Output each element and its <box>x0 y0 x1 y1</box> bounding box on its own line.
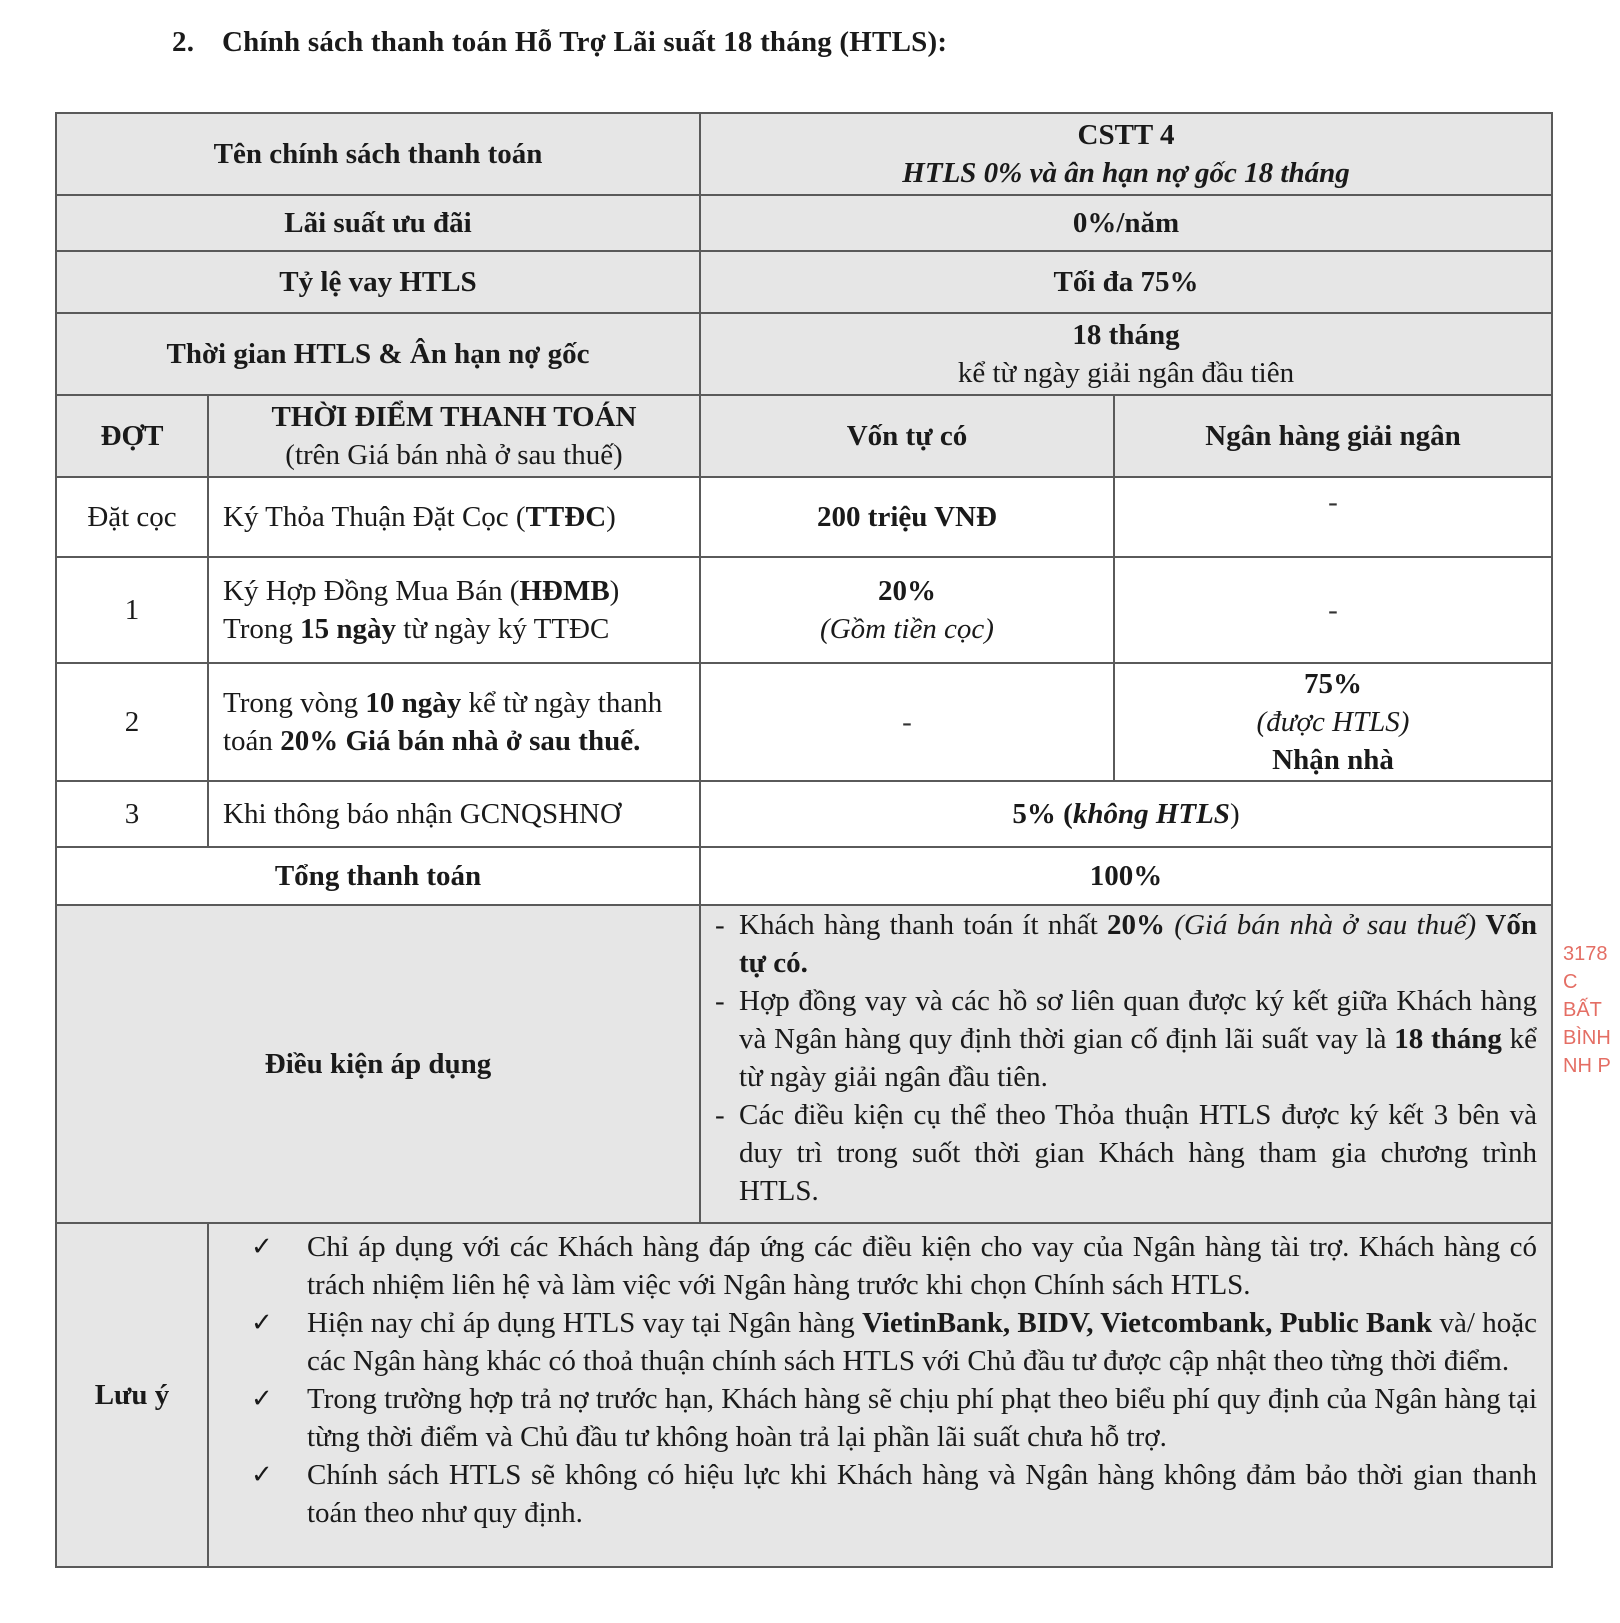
notes-list <box>209 1224 1551 1538</box>
own-capital-cell: 20% (Gồm tiền cọc) <box>700 557 1114 663</box>
rate-value: 0%/năm <box>700 195 1552 251</box>
conditions-cell <box>700 905 1552 1223</box>
note-item: ✓ Trong trường hợp trả nợ trước hạn, Khách hàng sẽ chịu phí phạt theo biểu phí quy định của Ngân hàng tại từng thời điểm và Chủ đầu tư không hoàn trả lại phần lãi suất chưa hỗ trợ. <box>251 1380 1537 1456</box>
notes-cell <box>208 1223 1552 1567</box>
col-header-bank: Ngân hàng giải ngân <box>1114 395 1552 477</box>
timing-cell: Khi thông báo nhận GCNQSHNƠ <box>208 781 700 847</box>
note-item: ✓ Hiện nay chỉ áp dụng HTLS vay tại Ngân hàng VietinBank, BIDV, Vietcombank, Public Bank và/ hoặc các Ngân hàng khác có thoả thuận chính sách HTLS với Chủ đầu tư được cập nhật theo từng thời điểm. <box>251 1304 1537 1380</box>
rate-label: Lãi suất ưu đãi <box>56 195 700 251</box>
timing-cell: Trong vòng 10 ngày kể từ ngày thanh toán 20% Giá bán nhà ở sau thuế. <box>208 663 700 781</box>
total-value: 100% <box>700 847 1552 905</box>
timing-cell: Ký Thỏa Thuận Đặt Cọc (TTĐC) <box>208 477 700 557</box>
own-capital-cell: 200 triệu VNĐ <box>700 477 1114 557</box>
phase-cell: 3 <box>56 781 208 847</box>
period-duration: 18 tháng <box>1072 319 1180 351</box>
conditions-list <box>701 906 1551 1216</box>
phase-cell: Đặt cọc <box>56 477 208 557</box>
total-row <box>56 847 1552 905</box>
period-note: kể từ ngày giải ngân đầu tiên <box>957 357 1295 389</box>
total-label: Tổng thanh toán <box>56 847 700 905</box>
loan-ratio-row <box>56 251 1552 313</box>
condition-item: - Hợp đồng vay và các hồ sơ liên quan được ký kết giữa Khách hàng và Ngân hàng quy định thời gian cố định lãi suất vay là 18 tháng kể từ ngày giải ngân đầu tiên. <box>715 982 1537 1096</box>
condition-item: - Khách hàng thanh toán ít nhất 20% (Giá bán nhà ở sau thuế) Vốn tự có. <box>715 906 1537 982</box>
payment-value-cell: 5% (không HTLS) <box>700 781 1552 847</box>
loan-ratio-label: Tỷ lệ vay HTLS <box>56 251 700 313</box>
note-item: ✓ Chỉ áp dụng với các Khách hàng đáp ứng các điều kiện cho vay của Ngân hàng tài trợ. Khách hàng có trách nhiệm liên hệ và làm việc với Ngân hàng trước khi chọn Chính sách HTLS. <box>251 1228 1537 1304</box>
loan-ratio-value: Tối đa 75% <box>700 251 1552 313</box>
bank-cell: - <box>1114 477 1552 557</box>
section-title: Chính sách thanh toán Hỗ Trợ Lãi suất 18 tháng (HTLS): <box>222 26 948 58</box>
note-item: ✓ Chính sách HTLS sẽ không có hiệu lực khi Khách hàng và Ngân hàng không đảm bảo thời gian thanh toán theo như quy định. <box>251 1456 1537 1532</box>
checkmark-icon: ✓ <box>251 1308 273 1338</box>
phase-cell: 2 <box>56 663 208 781</box>
table-row-3 <box>56 781 1552 847</box>
conditions-label: Điều kiện áp dụng <box>56 905 700 1223</box>
section-number: 2. <box>172 26 195 58</box>
checkmark-icon: ✓ <box>251 1232 273 1262</box>
policy-code: CSTT 4 <box>1077 119 1175 151</box>
policy-name-row <box>56 113 1552 195</box>
section-heading <box>172 26 947 59</box>
notes-label: Lưu ý <box>56 1223 208 1567</box>
notes-row <box>56 1223 1552 1567</box>
col-header-phase: ĐỢT <box>56 395 208 477</box>
checkmark-icon: ✓ <box>251 1384 273 1414</box>
table-row-1 <box>56 557 1552 663</box>
col-header-own-capital: Vốn tự có <box>700 395 1114 477</box>
period-label: Thời gian HTLS & Ân hạn nợ gốc <box>56 313 700 395</box>
payment-policy-table <box>55 112 1553 1568</box>
col-header-timing <box>208 395 700 477</box>
condition-item: - Các điều kiện cụ thể theo Thỏa thuận HTLS được ký kết 3 bên và duy trì trong suốt thời gian Khách hàng tham gia chương trình HTLS. <box>715 1096 1537 1210</box>
timing-cell: Ký Hợp Đồng Mua Bán (HĐMB) Trong 15 ngày từ ngày ký TTĐC <box>208 557 700 663</box>
bank-cell: - <box>1114 557 1552 663</box>
conditions-row <box>56 905 1552 1223</box>
col-header-timing-note: (trên Giá bán nhà ở sau thuế) <box>285 439 623 471</box>
checkmark-icon: ✓ <box>251 1460 273 1490</box>
table-row-2 <box>56 663 1552 781</box>
table-row-deposit <box>56 477 1552 557</box>
phase-cell: 1 <box>56 557 208 663</box>
policy-name-value <box>700 113 1552 195</box>
column-header-row <box>56 395 1552 477</box>
period-row <box>56 313 1552 395</box>
col-header-timing-title: THỜI ĐIỂM THANH TOÁN <box>271 401 637 433</box>
own-capital-cell: - <box>700 663 1114 781</box>
policy-name-label: Tên chính sách thanh toán <box>56 113 700 195</box>
period-value <box>700 313 1552 395</box>
bank-cell: 75% (được HTLS) Nhận nhà <box>1114 663 1552 781</box>
policy-description: HTLS 0% và ân hạn nợ gốc 18 tháng <box>902 157 1350 189</box>
rate-row <box>56 195 1552 251</box>
company-stamp: 3178 C BẤT BÌNH NH P <box>1563 943 1611 1077</box>
